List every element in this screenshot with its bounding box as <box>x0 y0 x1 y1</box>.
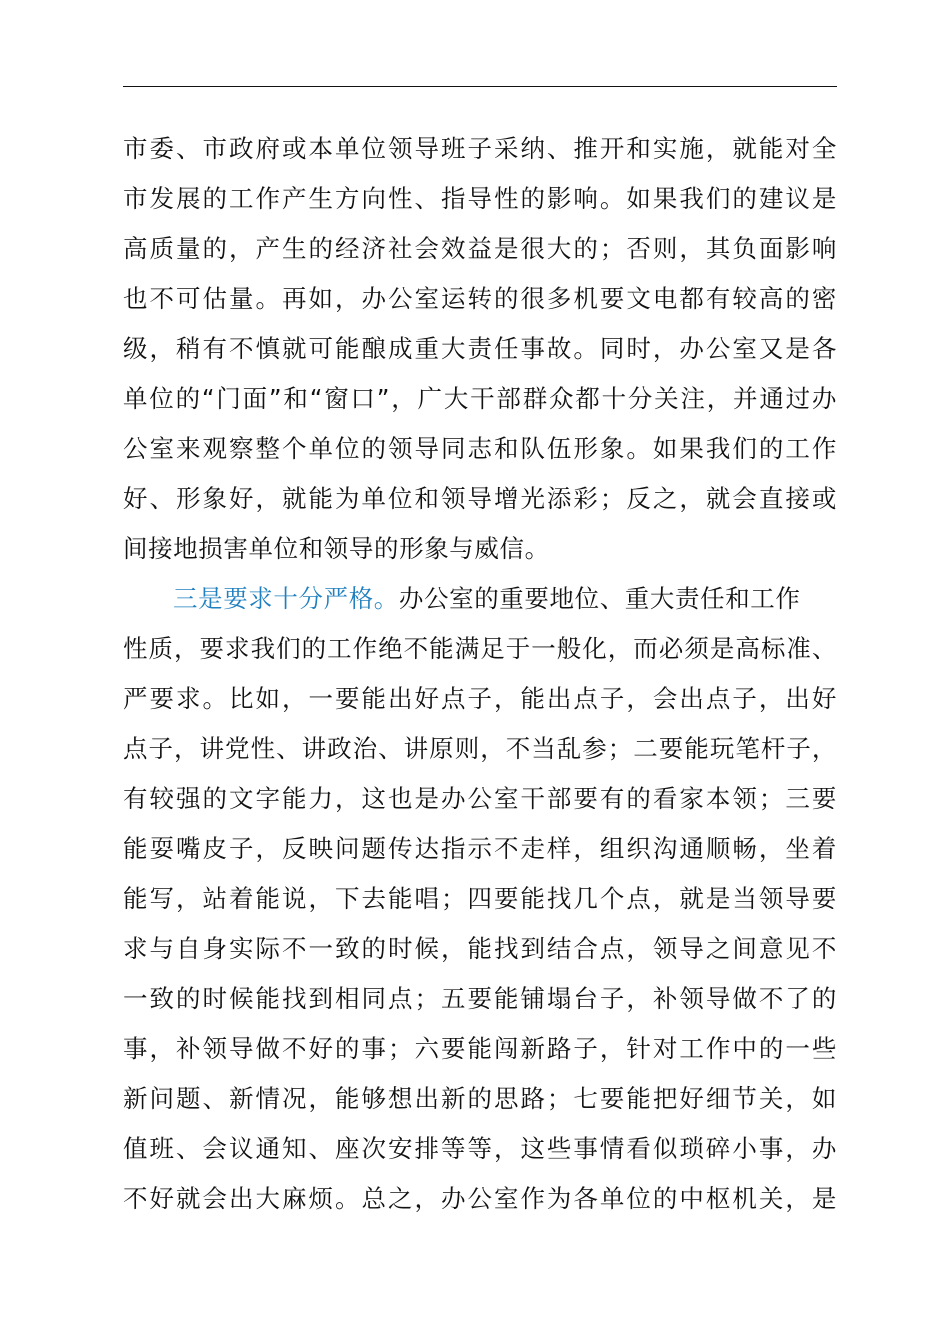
text-line: 有较强的文字能力，这也是办公室干部要有的看家本领；三要 <box>123 784 837 813</box>
text-line: 单位的“门面”和“窗口”，广大干部群众都十分关注，并通过办 <box>123 384 837 413</box>
text-line: 市发展的工作产生方向性、指导性的影响。如果我们的建议是 <box>123 184 837 213</box>
text-line: 点子，讲党性、讲政治、讲原则，不当乱参；二要能玩笔杆子， <box>123 734 837 763</box>
text-line: 性质，要求我们的工作绝不能满足于一般化，而必须是高标准、 <box>123 634 837 663</box>
section-heading: 三是要求十分严格。 <box>173 584 399 613</box>
text-line: 级，稍有不慎就可能酿成重大责任事故。同时，办公室又是各 <box>123 334 837 363</box>
text-line: 能写，站着能说，下去能唱；四要能找几个点，就是当领导要 <box>123 884 837 913</box>
text-line: 事，补领导做不好的事；六要能闯新路子，针对工作中的一些 <box>123 1034 837 1063</box>
body-text <box>123 124 837 1224</box>
text-span: 办公室的重要地位、重大责任和工作 <box>398 584 801 613</box>
text-line: 间接地损害单位和领导的形象与威信。 <box>123 534 550 563</box>
text-line: 市委、市政府或本单位领导班子采纳、推开和实施，就能对全 <box>123 134 837 163</box>
text-line: 求与自身实际不一致的时候，能找到结合点，领导之间意见不 <box>123 934 837 963</box>
paragraph-2-first-line <box>123 574 837 624</box>
text-line: 好、形象好，就能为单位和领导增光添彩；反之，就会直接或 <box>123 484 837 513</box>
header-rule <box>123 86 837 87</box>
text-line: 值班、会议通知、座次安排等等，这些事情看似琐碎小事，办 <box>123 1134 837 1163</box>
text-line: 高质量的，产生的经济社会效益是很大的；否则，其负面影响 <box>123 234 837 263</box>
text-line: 公室来观察整个单位的领导同志和队伍形象。如果我们的工作 <box>123 434 837 463</box>
text-line: 一致的时候能找到相同点；五要能铺塌台子，补领导做不了的 <box>123 984 837 1013</box>
text-line: 不好就会出大麻烦。总之，办公室作为各单位的中枢机关，是 <box>123 1184 837 1213</box>
text-line: 能耍嘴皮子，反映问题传达指示不走样，组织沟通顺畅，坐着 <box>123 834 837 863</box>
text-line: 新问题、新情况，能够想出新的思路；七要能把好细节关，如 <box>123 1084 837 1113</box>
text-line: 严要求。比如，一要能出好点子，能出点子，会出点子，出好 <box>123 684 837 713</box>
text-line: 也不可估量。再如，办公室运转的很多机要文电都有较高的密 <box>123 284 837 313</box>
